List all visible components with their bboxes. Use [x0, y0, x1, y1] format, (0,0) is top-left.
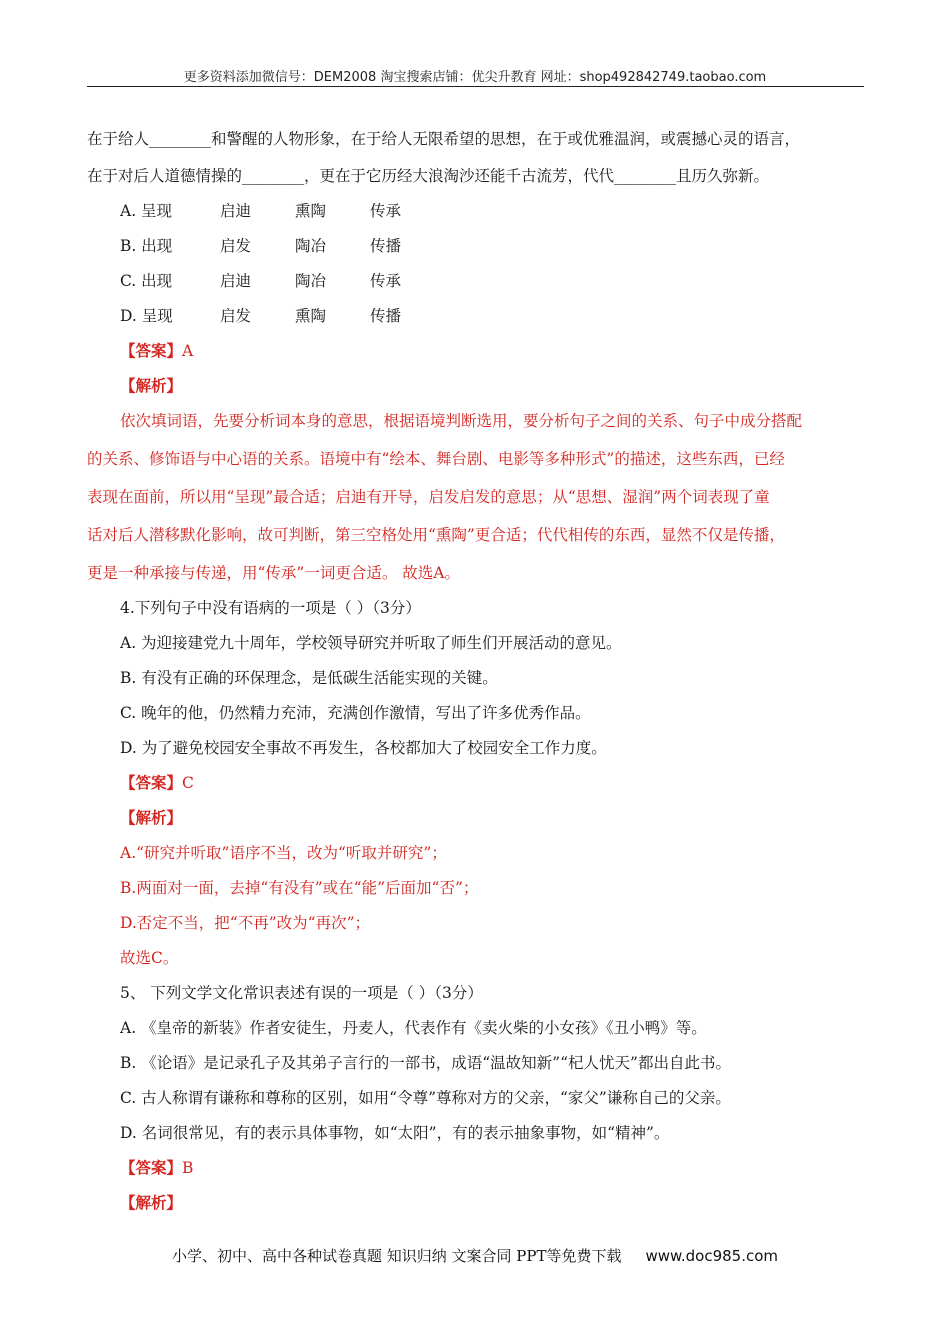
- q3-analysis-line: 表现在面前，所以用“呈现”最合适；启迪有开导，启发启发的意思；从“思想、湿润”两个词表现了童: [87, 488, 770, 506]
- q3-analysis-tag: 【解析】: [120, 376, 183, 395]
- answer-tag: 【答案】: [120, 773, 183, 792]
- q3-stem-line2: 在于对后人道德情操的________，更在于它历经大浪淘沙还能千古流芳，代代________且历久弥新。: [87, 167, 770, 185]
- q4-analysis-line: A.“研究并听取”语序不当，改为“听取并研究”；: [120, 844, 447, 862]
- footer-url[interactable]: www.doc985.com: [645, 1247, 779, 1265]
- q5-option-a: A. 《皇帝的新装》作者安徒生，丹麦人，代表作有《卖火柴的小女孩》《丑小鸭》等。: [120, 1019, 707, 1037]
- q4-conclusion: 故选C。: [120, 949, 179, 967]
- option-label: B. 出现: [120, 237, 173, 255]
- q3-analysis-line: 更是一种承接与传递，用“传承”一词更合适。 故选A。: [87, 564, 460, 582]
- option-word: 启发: [220, 307, 252, 325]
- q4-option-a: A. 为迎接建党九十周年，学校领导研究并听取了师生们开展活动的意见。: [120, 634, 622, 652]
- q4-analysis-line: D.否定不当，把“不再”改为“再次”；: [120, 914, 370, 932]
- option-word: 熏陶: [295, 307, 327, 325]
- q4-stem: 4.下列句子中没有语病的一项是（ ）（3分）: [120, 599, 421, 617]
- q4-analysis-line: B.两面对一面，去掉“有没有”或在“能”后面加“否”；: [120, 879, 479, 897]
- q3-answer: [120, 341, 193, 361]
- option-word: 启迪: [220, 272, 252, 290]
- option-word: 熏陶: [295, 202, 327, 220]
- q3-analysis-line: 的关系、修饰语与中心语的关系。语境中有“绘本、舞台剧、电影等多种形式”的描述，这些东西，已经: [87, 450, 785, 468]
- header-divider: [87, 86, 864, 87]
- option-label: C. 出现: [120, 272, 173, 290]
- q5-analysis-tag: 【解析】: [120, 1193, 183, 1212]
- option-word: 传承: [370, 272, 402, 290]
- option-word: 陶冶: [295, 272, 327, 290]
- q3-analysis-line: 依次填词语，先要分析词本身的意思，根据语境判断选用，要分析句子之间的关系、句子中成分搭配: [120, 412, 803, 430]
- page-header: 更多资料添加微信号：DEM2008 淘宝搜索店铺：优尖升教育 网址：shop492842749.taobao.com: [183, 70, 767, 85]
- footer-text: 小学、初中、高中各种试卷真题 知识归纳 文案合同 PPT等免费下载: [171, 1247, 622, 1265]
- answer-tag: 【答案】: [120, 341, 183, 360]
- q3-stem-line1: 在于给人________和警醒的人物形象，在于给人无限希望的思想，在于或优雅温润，或震撼心灵的语言，: [87, 130, 801, 148]
- q3-option-c: [120, 271, 445, 291]
- q5-option-b: B. 《论语》是记录孔子及其弟子言行的一部书，成语“温故知新”“杞人忧天”都出自此书。: [120, 1054, 731, 1072]
- option-word: 启发: [220, 237, 252, 255]
- option-word: 传播: [370, 307, 402, 325]
- answer-tag: 【答案】: [120, 1158, 183, 1177]
- option-word: 陶冶: [295, 237, 327, 255]
- q4-analysis-tag: 【解析】: [120, 808, 183, 827]
- q3-option-b: [120, 236, 445, 256]
- option-word: 传播: [370, 237, 402, 255]
- answer-value: B: [182, 1159, 194, 1177]
- q4-answer: [120, 773, 194, 793]
- option-label: A. 呈现: [120, 202, 173, 220]
- q5-answer: [120, 1158, 193, 1178]
- option-word: 启迪: [220, 202, 252, 220]
- q4-option-d: D. 为了避免校园安全事故不再发生，各校都加大了校园安全工作力度。: [120, 739, 607, 757]
- q3-option-d: [120, 306, 445, 326]
- q5-stem: 5、 下列文学文化常识表述有误的一项是（ ）（3分）: [120, 984, 483, 1002]
- q4-option-c: C. 晚年的他，仍然精力充沛，充满创作激情，写出了许多优秀作品。: [120, 704, 591, 722]
- answer-value: C: [182, 774, 194, 792]
- option-word: 传承: [370, 202, 402, 220]
- option-label: D. 呈现: [120, 307, 173, 325]
- page-footer: [0, 1245, 950, 1266]
- answer-value: A: [182, 342, 194, 360]
- q4-option-b: B. 有没有正确的环保理念，是低碳生活能实现的关键。: [120, 669, 498, 687]
- q3-option-a: [120, 201, 445, 221]
- q5-option-d: D. 名词很常见，有的表示具体事物，如“太阳”，有的表示抽象事物，如“精神”。: [120, 1124, 670, 1142]
- q5-option-c: C. 古人称谓有谦称和尊称的区别，如用“令尊”尊称对方的父亲，“家父”谦称自己的父亲。: [120, 1089, 731, 1107]
- q3-analysis-line: 话对后人潜移默化影响，故可判断，第三空格处用“熏陶”更合适；代代相传的东西，显然不仅是传播，: [87, 526, 785, 544]
